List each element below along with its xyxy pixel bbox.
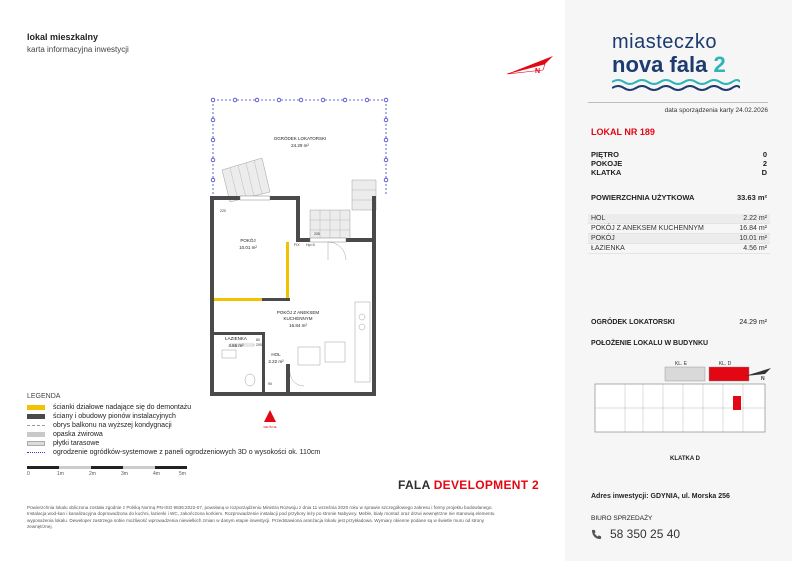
phone-block[interactable]	[591, 527, 680, 541]
window-dim-2: 205	[314, 232, 320, 236]
scale-label: 2m	[89, 471, 96, 477]
fix-label: FIX	[294, 243, 300, 247]
legend-swatch	[27, 441, 45, 446]
room-area: 10.01 m²	[739, 235, 767, 242]
scale-label: 0	[27, 471, 30, 477]
hol-label: HOL	[271, 352, 281, 357]
room-name: HOL	[591, 215, 606, 222]
info-row	[591, 150, 767, 159]
garden-key: OGRÓDEK LOKATORSKI	[591, 319, 675, 326]
waves-icon	[612, 78, 740, 92]
door-dim-200: 200	[256, 343, 262, 347]
info-row	[591, 159, 767, 168]
usable-area-value: 33.63 m²	[736, 193, 767, 202]
aneks-label-2: KUCHENNYM	[283, 316, 313, 321]
pokoj-area: 10.01 m²	[239, 245, 257, 250]
pokoj-label: POKÓJ	[240, 238, 256, 243]
legend-label: ogrodzenie ogródków-systemowe z paneli ogrodzeniowych 3D o wysokości ok. 110cm	[53, 449, 321, 456]
room-name: ŁAZIENKA	[591, 245, 625, 252]
document-subtitle: karta informacyjna inwestycji	[27, 45, 129, 54]
lokal-title: LOKAL NR 189	[591, 127, 655, 137]
svg-text:N: N	[761, 376, 765, 382]
legend	[27, 393, 377, 457]
developer-name-a: FALA	[398, 478, 434, 492]
legend-item	[27, 430, 377, 439]
legend-label: ściany i obudowy pionów instalacyjnych	[53, 413, 176, 420]
table-row	[588, 234, 770, 244]
legend-item	[27, 439, 377, 448]
table-row	[588, 244, 770, 254]
north-arrow-icon	[505, 50, 555, 80]
developer-logo	[398, 478, 539, 492]
location-heading: POŁOŻENIE LOKALU W BUDYNKU	[591, 340, 709, 347]
legend-swatch	[27, 425, 45, 426]
legend-swatch	[27, 432, 45, 437]
partition-walls	[214, 242, 289, 301]
card-date: data sporządzenia karty 24.02.2026	[664, 107, 768, 114]
legend-label: płytki tarasowe	[53, 440, 100, 447]
lazienka-label: ŁAZIENKA	[225, 336, 247, 341]
room-area: 16.84 m²	[739, 225, 767, 232]
aneks-area: 16.84 m²	[289, 323, 307, 328]
lazienka-area: 4.56 m²	[228, 343, 244, 348]
garden-label: OGRÓDEK LOKATORSKI	[273, 136, 327, 141]
klatka-label: KLATKA D	[670, 456, 700, 462]
room-area: 4.56 m²	[743, 245, 767, 252]
phone-number[interactable]: 58 350 25 40	[610, 527, 681, 541]
brand-name: nova fala	[612, 52, 714, 77]
svg-text:N: N	[535, 68, 541, 75]
scale-label: 3m	[121, 471, 128, 477]
legend-swatch	[27, 414, 45, 419]
legend-swatch	[27, 452, 45, 453]
scale-label: 4m	[153, 471, 160, 477]
info-key: KLATKA	[591, 168, 622, 177]
klatka-d-label: KL. D	[718, 361, 732, 367]
brand-number: 2	[713, 52, 726, 77]
legend-label: ścianki działowe nadające się do demontażu	[53, 404, 192, 411]
info-value: 2	[762, 159, 767, 168]
scale-label: 1m	[57, 471, 64, 477]
building-location-plan	[585, 350, 775, 475]
usable-area-row	[591, 193, 767, 202]
legend-item	[27, 421, 377, 430]
window-dim: 220	[220, 209, 226, 213]
usable-area-label: POWIERZCHNIA UŻYTKOWA	[591, 193, 695, 202]
legend-title: LEGENDA	[27, 393, 61, 400]
address-value: GDYNIA, ul. Morska 256	[650, 493, 730, 500]
apartment-walls	[210, 196, 376, 396]
info-value: 0	[762, 150, 767, 159]
garden-area: 24.29 m²	[291, 143, 309, 148]
hp-label: Hp=0	[306, 243, 315, 247]
legend-item	[27, 403, 377, 412]
legend-item	[27, 448, 377, 457]
document-type: lokal mieszkalny	[27, 32, 99, 42]
aneks-label-1: POKÓJ Z ANEKSEM	[276, 310, 320, 315]
developer-name-b: DEVELOPMENT 2	[433, 478, 539, 492]
address	[591, 493, 730, 500]
hol-area: 2.22 m²	[268, 359, 284, 364]
legend-item	[27, 412, 377, 421]
info-key: PIĘTRO	[591, 150, 619, 159]
room-name: POKÓJ Z ANEKSEM KUCHENNYM	[591, 225, 704, 232]
room-area: 2.22 m²	[743, 215, 767, 222]
table-row	[588, 224, 770, 234]
info-key: POKOJE	[591, 159, 623, 168]
floor-plan	[200, 92, 400, 432]
brand-line-1: miasteczko	[612, 31, 718, 53]
disclaimer: Powierzchnia lokalu obliczona została zgodnie z Polską Normą PN-ISO 9836:2022-07, powołaną w rozporządzeniu Ministra Rozwoju z dnia 11 września 2020 roku w sprawie szczegółowego zakresu i formy projektu budowlanego. Instalacja wod-kan i kanalizacyjna doprowadzona do kuchni, łazienki i WC, zakończona korkiem. Rozprowadzenie instalacji pod przybory leży po stronie Nabywcy. Meble, biały montaż oraz drzwi wewnętrzne nie stanowią elementu wyposażenia lokalu. Deweloper zastrzega sobie możliwość wprowadzenia niewielkich zmian w danym etapie inwestycji. Przedstawiona aranżacja lokalu jest przykładowa. Wymiary okienne podane są w świetle muru od strony zewnętrznej.	[27, 505, 495, 530]
scale-bar	[27, 466, 187, 480]
room-name: POKÓJ	[591, 235, 615, 242]
address-label: Adres inwestycji:	[591, 493, 651, 500]
rooms-table	[588, 214, 770, 254]
info-value: D	[761, 168, 767, 177]
door-dim-90: 90	[268, 382, 272, 386]
brand-line-2	[612, 52, 726, 78]
entry-label: WEJŚCIE	[263, 425, 277, 429]
table-row	[588, 214, 770, 224]
legend-swatch	[27, 405, 45, 410]
phone-icon	[591, 529, 602, 540]
door-dim-80: 80	[256, 338, 260, 342]
legend-label: opaska żwirowa	[53, 431, 103, 438]
divider	[588, 102, 768, 103]
legend-label: obrys balkonu na wyższej kondygnacji	[53, 422, 172, 429]
sales-office-label: BIURO SPRZEDAŻY	[591, 515, 653, 522]
scale-label: 5m	[179, 471, 186, 477]
garden-value: 24.29 m²	[739, 319, 767, 326]
info-row	[591, 168, 767, 177]
garden-row	[591, 319, 767, 326]
klatka-e-label: KL. E	[674, 361, 688, 367]
